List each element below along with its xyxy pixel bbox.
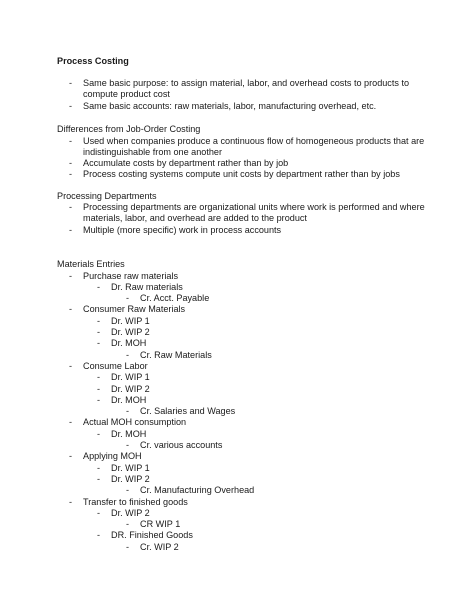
bullet-dash: - — [97, 428, 101, 439]
journal-entry-level-2: Dr. WIP 2 — [111, 327, 150, 337]
bullet-dash: - — [69, 304, 73, 315]
list-item-text: Accumulate costs by department rather than by job — [83, 158, 289, 169]
bullet-dash: - — [97, 507, 101, 518]
bullet-dash: - — [126, 349, 130, 360]
bullet-dash: - — [97, 281, 101, 292]
journal-entry-level-2: Dr. WIP 1 — [111, 372, 150, 383]
section-heading: Materials Entries — [57, 259, 125, 269]
journal-entry-level-3: Cr. Acct. Payable — [140, 293, 210, 304]
journal-entry-level-2: Dr. WIP 2 — [111, 473, 150, 484]
bullet-dash: - — [97, 530, 101, 541]
list-item-text: Used when companies produce a continuous flow of homogeneous products that are — [83, 135, 425, 146]
journal-entry-level-1: Actual MOH consumption — [83, 417, 187, 428]
bullet-dash: - — [97, 327, 101, 337]
journal-entry-level-2: Dr. MOH — [111, 394, 147, 405]
bullet-dash: - — [97, 394, 101, 405]
journal-entry-level-1: Purchase raw materials — [83, 270, 179, 281]
list-item-text: Same basic accounts: raw materials, labor, manufacturing overhead, etc. — [83, 100, 377, 111]
bullet-dash: - — [69, 496, 73, 507]
section-heading: Processing Departments — [57, 191, 157, 201]
list-item-text: Same basic purpose: to assign material, labor, and overhead costs to products to — [83, 78, 410, 88]
bullet-dash: - — [126, 519, 130, 530]
list-item-text: Multiple (more specific) work in process accounts — [83, 224, 282, 235]
bullet-dash: - — [69, 270, 73, 281]
journal-entry-level-3: Cr. Raw Materials — [140, 349, 212, 360]
journal-entry-level-3: Cr. various accounts — [140, 440, 223, 450]
list-item-text: materials, labor, and overhead are added to the product — [83, 213, 307, 224]
bullet-dash: - — [69, 169, 73, 180]
list-item-text: Process costing systems compute unit costs by department rather than by jobs — [83, 169, 400, 180]
bullet-dash: - — [69, 360, 73, 371]
journal-entry-level-3: Cr. Salaries and Wages — [140, 406, 236, 417]
journal-entry-level-2: Dr. WIP 2 — [111, 507, 150, 518]
journal-entry-level-1: Applying MOH — [83, 451, 142, 462]
bullet-dash: - — [69, 135, 73, 146]
page-title: Process Costing — [57, 56, 129, 66]
journal-entry-level-2: Dr. WIP 2 — [111, 383, 150, 394]
journal-entry-level-2: Dr. Raw materials — [111, 281, 183, 292]
list-item-text: indistinguishable from one another — [83, 146, 223, 157]
journal-entry-level-1: Consume Labor — [83, 360, 148, 371]
journal-entry-level-1: Consumer Raw Materials — [83, 304, 186, 315]
journal-entry-level-3: Cr. Manufacturing Overhead — [140, 485, 255, 496]
bullet-dash: - — [69, 224, 73, 235]
bullet-dash: - — [126, 440, 130, 450]
bullet-dash: - — [69, 100, 73, 111]
journal-entry-level-3: Cr. WIP 2 — [140, 541, 179, 552]
journal-entry-level-3: CR WIP 1 — [140, 519, 181, 530]
bullet-dash: - — [97, 383, 101, 394]
journal-entry-level-2: Dr. WIP 1 — [111, 462, 150, 473]
journal-entry-level-1: Transfer to finished goods — [83, 496, 188, 507]
bullet-dash: - — [69, 202, 73, 212]
bullet-dash: - — [69, 417, 73, 428]
bullet-dash: - — [69, 158, 73, 169]
bullet-dash: - — [126, 406, 130, 417]
list-item-text: compute product cost — [83, 89, 170, 100]
list-item-text: Processing departments are organizational units where work is performed and where — [83, 202, 425, 212]
bullet-dash: - — [97, 462, 101, 473]
bullet-dash: - — [97, 315, 101, 326]
journal-entry-level-2: DR. Finished Goods — [111, 530, 193, 541]
bullet-dash: - — [97, 473, 101, 484]
bullet-dash: - — [97, 338, 101, 349]
bullet-dash: - — [126, 541, 130, 552]
journal-entry-level-2: Dr. MOH — [111, 338, 147, 349]
bullet-dash: - — [97, 372, 101, 383]
journal-entry-level-2: Dr. WIP 1 — [111, 315, 150, 326]
journal-entry-level-2: Dr. MOH — [111, 428, 147, 439]
section-heading: Differences from Job-Order Costing — [57, 124, 201, 134]
bullet-dash: - — [69, 78, 73, 88]
bullet-dash: - — [126, 485, 130, 496]
bullet-dash: - — [69, 451, 73, 462]
bullet-dash: - — [126, 293, 130, 304]
